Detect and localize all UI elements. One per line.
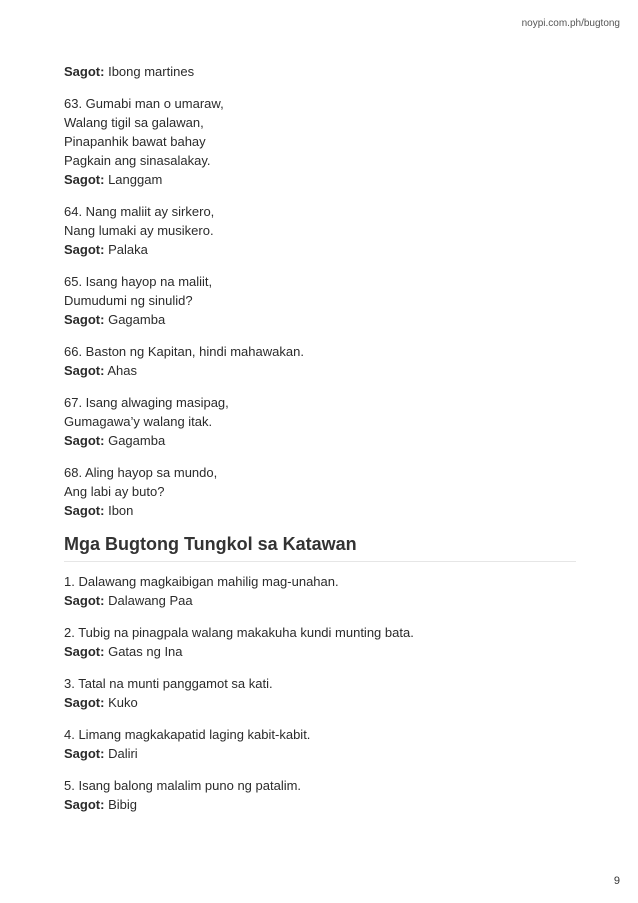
answer-label: Sagot: — [64, 503, 105, 518]
section-heading: Mga Bugtong Tungkol sa Katawan — [64, 534, 576, 562]
riddle-line: 68. Aling hayop sa mundo, — [64, 465, 218, 480]
riddle-line: Gumagawa’y walang itak. — [64, 414, 213, 429]
riddle-line: 2. Tubig na pinagpala walang makakuha kundi munting bata. — [64, 625, 414, 640]
riddle-list-animals — [64, 62, 576, 520]
answer-label: Sagot: — [64, 593, 105, 608]
riddle-item — [64, 776, 576, 814]
riddle-item — [64, 572, 576, 610]
riddle-item — [64, 725, 576, 763]
answer-label: Sagot: — [64, 242, 105, 257]
answer-label: Sagot: — [64, 433, 105, 448]
answer-label: Sagot: — [64, 746, 105, 761]
answer-value: Bibig — [108, 797, 137, 812]
riddle-line: Ang labi ay buto? — [64, 484, 165, 499]
riddle-line: 5. Isang balong malalim puno ng patalim. — [64, 778, 302, 793]
riddle-item — [64, 623, 576, 661]
answer-line — [64, 361, 576, 380]
answer-label: Sagot: — [64, 64, 105, 79]
riddle-line: 1. Dalawang magkaibigan mahilig mag-unahan. — [64, 574, 339, 589]
answer-value: Ibon — [108, 503, 134, 518]
answer-label: Sagot: — [64, 312, 105, 327]
answer-value: Gagamba — [108, 433, 166, 448]
riddle-line: Walang tigil sa galawan, — [64, 115, 204, 130]
answer-value: Palaka — [108, 242, 148, 257]
riddle-item — [64, 393, 576, 450]
answer-value: Gagamba — [108, 312, 166, 327]
riddle-line: 64. Nang maliit ay sirkero, — [64, 204, 215, 219]
answer-label: Sagot: — [64, 172, 105, 187]
riddle-line: Pinapanhik bawat bahay — [64, 134, 206, 149]
riddle-line: 66. Baston ng Kapitan, hindi mahawakan. — [64, 344, 304, 359]
riddle-item — [64, 272, 576, 329]
riddle-item — [64, 62, 576, 81]
answer-line — [64, 591, 576, 610]
riddle-item — [64, 463, 576, 520]
answer-line — [64, 240, 576, 259]
answer-value: Ahas — [107, 363, 137, 378]
answer-label: Sagot: — [64, 695, 105, 710]
riddle-line: 67. Isang alwaging masipag, — [64, 395, 229, 410]
answer-value: Daliri — [108, 746, 138, 761]
riddle-line: 65. Isang hayop na maliit, — [64, 274, 213, 289]
answer-label: Sagot: — [64, 644, 105, 659]
answer-line — [64, 310, 576, 329]
answer-label: Sagot: — [64, 797, 105, 812]
answer-line — [64, 62, 576, 81]
riddle-line: Nang lumaki ay musikero. — [64, 223, 214, 238]
answer-line — [64, 501, 576, 520]
answer-line — [64, 744, 576, 763]
answer-line — [64, 170, 576, 189]
answer-value: Kuko — [108, 695, 138, 710]
riddle-item — [64, 342, 576, 380]
riddle-line: 63. Gumabi man o umaraw, — [64, 96, 224, 111]
riddle-item — [64, 674, 576, 712]
answer-value: Dalawang Paa — [108, 593, 193, 608]
riddle-line: 4. Limang magkakapatid laging kabit-kabit. — [64, 727, 311, 742]
riddle-list-body — [64, 572, 576, 814]
riddle-line: Pagkain ang sinasalakay. — [64, 153, 211, 168]
document-body — [64, 62, 576, 827]
riddle-item — [64, 94, 576, 189]
source-url: noypi.com.ph/bugtong — [521, 18, 620, 29]
riddle-line: Dumudumi ng sinulid? — [64, 293, 193, 308]
riddle-line: 3. Tatal na munti panggamot sa kati. — [64, 676, 273, 691]
answer-value: Langgam — [108, 172, 163, 187]
riddle-item — [64, 202, 576, 259]
answer-label: Sagot: — [64, 363, 105, 378]
answer-line — [64, 642, 576, 661]
answer-value: Ibong martines — [108, 64, 195, 79]
answer-value: Gatas ng Ina — [108, 644, 183, 659]
answer-line — [64, 795, 576, 814]
answer-line — [64, 431, 576, 450]
page-number: 9 — [613, 875, 620, 887]
answer-line — [64, 693, 576, 712]
